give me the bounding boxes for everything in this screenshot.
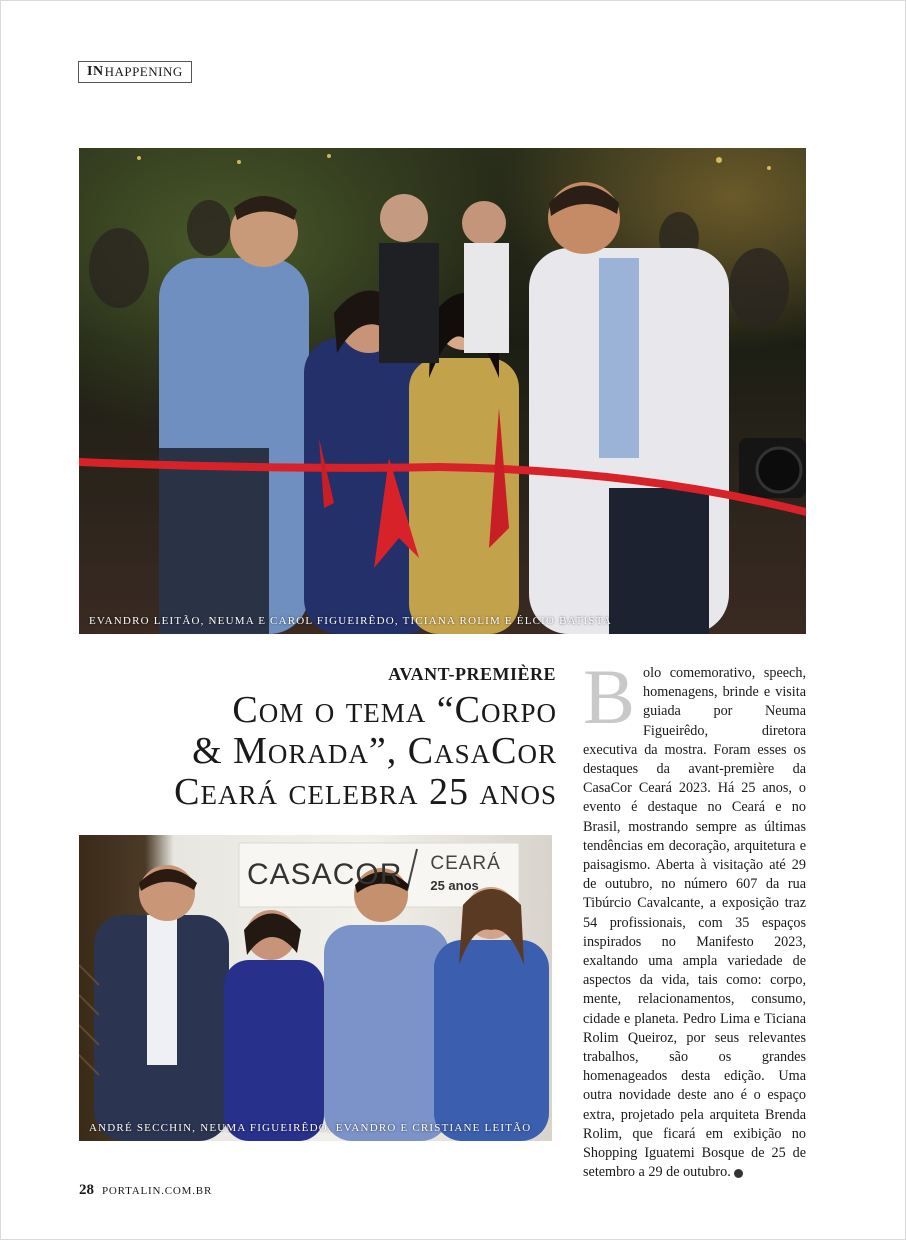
headline-line-1: Com o tema “Corpo: [232, 689, 557, 731]
site-url: PORTALIN.COM.BR: [102, 1185, 213, 1197]
section-tag-rest: HAPPENING: [104, 64, 183, 79]
page-footer: [79, 1182, 212, 1199]
sign-years: 25 anos: [430, 878, 479, 893]
sign-city: CEARÁ: [430, 853, 501, 874]
ribbon-cutting-illustration: [79, 148, 806, 634]
bottom-photo-caption: ANDRÉ SECCHIN, NEUMA FIGUEIRÊDO, EVANDRO E CRISTIANE LEITÃO: [89, 1122, 532, 1134]
section-tag: [78, 61, 192, 83]
page-number: 28: [79, 1182, 94, 1198]
article-kicker: AVANT-PREMIÈRE: [388, 664, 556, 684]
section-tag-bold: IN: [87, 64, 104, 79]
article-headline: [60, 690, 557, 813]
article-text: olo comemorativo, speech, homenagens, brinde e visita guiada por Neuma Figueirêdo, diretora executiva da mostra. Foram esses os destaques da avant-première da CasaCor Ceará 2023. Há 25 anos, o evento é destaque no Ceará e no Brasil, mostrando sempre as últimas tendências em decoração, arquitetura e paisagismo. Aberta à visitação até 29 de outubro, no número 607 da rua Tibúrcio Cavalcante, a exposição traz 54 profissionais, com 35 espaços inspirados no Manifesto 2023, exaltando uma ampla variedade de aspectos da vida, tais como: corpo, mente, relacionamentos, consumo, cidade e planeta. Pedro Lima e Ticiana Rolim Queiroz, por seus relevantes trabalhos, são os grandes homenageados desta edição. Uma outra novidade deste ano é o espaço extra, projetado pela arquiteta Brenda Rolim, que ficará em exibição no Shopping Iguatemi Bosque de 25 de setembro a 29 de outubro.: [583, 665, 806, 1181]
dropcap: B: [583, 653, 636, 740]
group-photo: [79, 835, 552, 1141]
sign-brand: CASACOR: [247, 858, 403, 891]
top-photo-caption: EVANDRO LEITÃO, NEUMA E CAROL FIGUEIRÊDO, TICIANA ROLIM E ÉLCIO BATISTA: [89, 615, 612, 627]
article-body: [583, 653, 806, 1182]
end-mark-icon: [734, 1169, 743, 1178]
headline-line-3: Ceará celebra 25 anos: [174, 771, 557, 813]
casacor-sign: [247, 847, 517, 903]
ribbon-cutting-photo: [79, 148, 806, 634]
headline-line-2: & Morada”, CasaCor: [192, 730, 557, 772]
